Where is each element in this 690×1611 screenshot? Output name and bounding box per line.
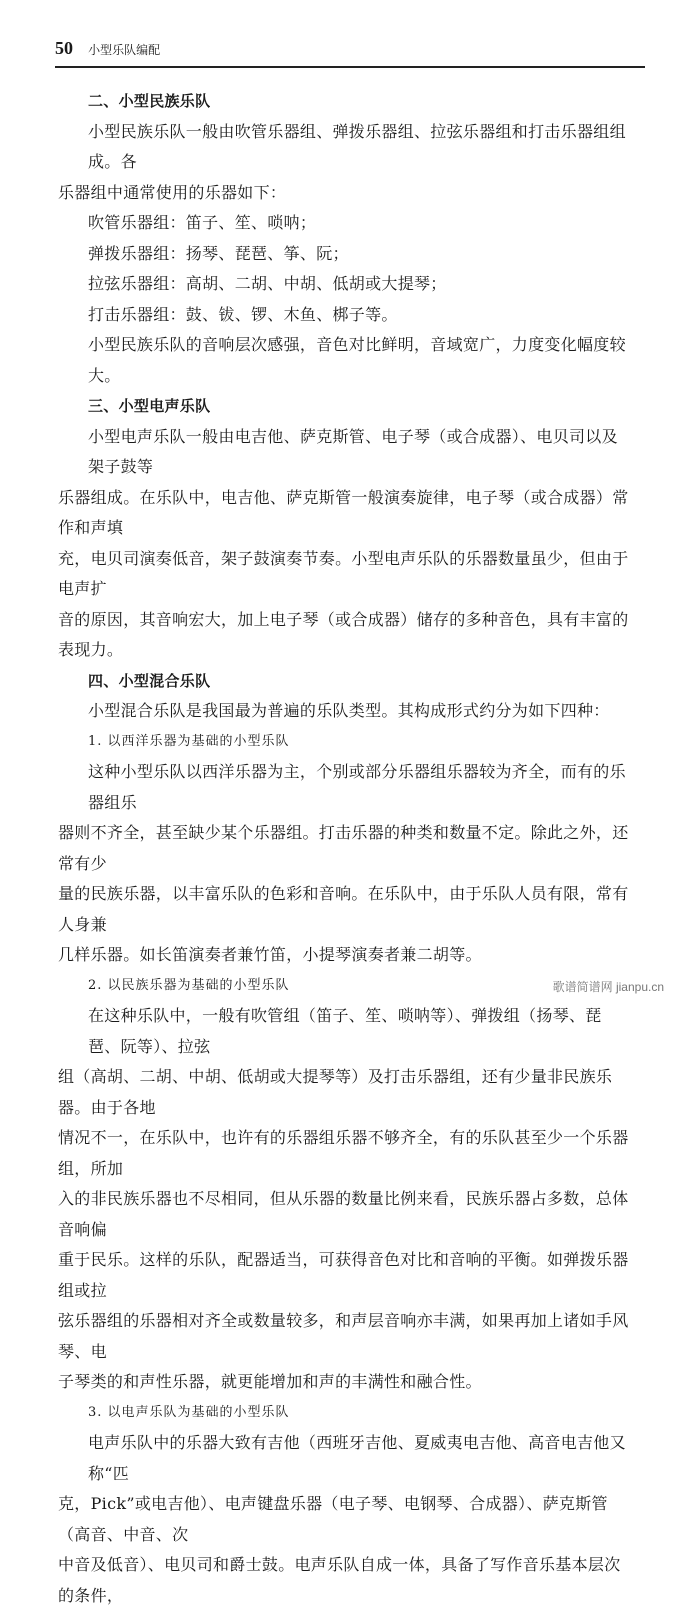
subsection-heading: 1. 以西洋乐器为基础的小型乐队 <box>88 733 290 749</box>
text-line: 小型民族乐队一般由吹管乐器组、弹拨乐器组、拉弦乐器组和打击乐器组组成。各 <box>88 121 626 171</box>
text-line: 克，Pick”或电吉他）、电声键盘乐器（电子琴、电钢琴、合成器）、萨克斯管（高音、中音、次 <box>58 1494 608 1544</box>
text-line: 小型电声乐队一般由电吉他、萨克斯管、电子琴（或合成器）、电贝司以及架子鼓等 <box>88 426 618 476</box>
text-line: 几样乐器。如长笛演奏者兼竹笛，小提琴演奏者兼二胡等。 <box>58 945 482 964</box>
text-line: 子琴类的和声性乐器，就更能增加和声的丰满性和融合性。 <box>58 1372 482 1391</box>
section-heading: 三、小型电声乐队 <box>88 397 211 415</box>
text-line: 重于民乐。这样的乐队，配器适当，可获得音色对比和音响的平衡。如弹拨乐器组或拉 <box>58 1250 629 1300</box>
section-heading: 四、小型混合乐队 <box>88 671 211 690</box>
text-line: 小型混合乐队是我国最为普遍的乐队类型。其构成形式约分为如下四种： <box>88 701 610 720</box>
subsection-heading: 2. 以民族乐器为基础的小型乐队 <box>88 977 290 993</box>
text-line: 在这种乐队中，一般有吹管组（笛子、笙、唢呐等）、弹拨组（扬琴、琵琶、阮等）、拉弦 <box>88 1006 602 1056</box>
page-number: 50 <box>55 38 73 58</box>
text-line: 量的民族乐器，以丰富乐队的色彩和音响。在乐队中，由于乐队人员有限，常有人身兼 <box>58 884 629 934</box>
text-line: 小型民族乐队的音响层次感强，音色对比鲜明，音域宽广，力度变化幅度较大。 <box>88 335 626 385</box>
text-line: 这种小型乐队以西洋乐器为主，个别或部分乐器组乐器较为齐全，而有的乐器组乐 <box>88 762 626 812</box>
text-line: 电声乐队中的乐器大致有吉他（西班牙吉他、夏威夷电吉他、高音电吉他又称“匹 <box>88 1433 626 1483</box>
text-line: 中音及低音）、电贝司和爵士鼓。电声乐队自成一体，具备了写作音乐基本层次的条件， <box>58 1555 621 1605</box>
text-line: 乐器组成。在乐队中，电吉他、萨克斯管一般演奏旋律，电子琴（或合成器）常作和声填 <box>58 487 629 537</box>
subsection-heading: 3. 以电声乐队为基础的小型乐队 <box>88 1404 290 1420</box>
section-heading: 二、小型民族乐队 <box>88 92 211 110</box>
watermark: 歌谱简谱网 jianpu.cn <box>552 980 664 994</box>
running-title: 小型乐队编配 <box>88 43 161 57</box>
text-line: 组（高胡、二胡、中胡、低胡或大提琴等）及打击乐器组，还有少量非民族乐器。由于各地 <box>58 1067 613 1117</box>
text-line: 弦乐器组的乐器相对齐全或数量较多，和声层音响亦丰满，如果再加上诸如手风琴、电 <box>58 1311 629 1361</box>
text-line: 乐器组中通常使用的乐器如下： <box>58 182 287 202</box>
page-header <box>55 38 645 59</box>
text-line: 情况不一，在乐队中，也许有的乐器组乐器不够齐全，有的乐队甚至少一个乐器组，所加 <box>58 1128 629 1178</box>
text-line: 充，电贝司演奏低音，架子鼓演奏节奏。小型电声乐队的乐器数量虽少，但由于电声扩 <box>58 548 629 598</box>
page-body <box>58 86 630 1611</box>
text-line: 吹管乐器组：笛子、笙、唢呐； <box>88 213 317 232</box>
header-rule <box>55 66 645 68</box>
text-line: 拉弦乐器组：高胡、二胡、中胡、低胡或大提琴； <box>88 274 447 293</box>
text-line: 弹拨乐器组：扬琴、琵琶、筝、阮； <box>88 243 349 263</box>
text-line: 打击乐器组：鼓、钹、锣、木鱼、梆子等。 <box>88 304 398 324</box>
text-line: 入的非民族乐器也不尽相同，但从乐器的数量比例来看，民族乐器占多数，总体音响偏 <box>58 1189 629 1239</box>
text-line: 音的原因，其音响宏大，加上电子琴（或合成器）储存的多种音色，具有丰富的表现力。 <box>58 609 629 659</box>
text-line: 器则不齐全，甚至缺少某个乐器组。打击乐器的种类和数量不定。除此之外，还常有少 <box>58 823 629 873</box>
